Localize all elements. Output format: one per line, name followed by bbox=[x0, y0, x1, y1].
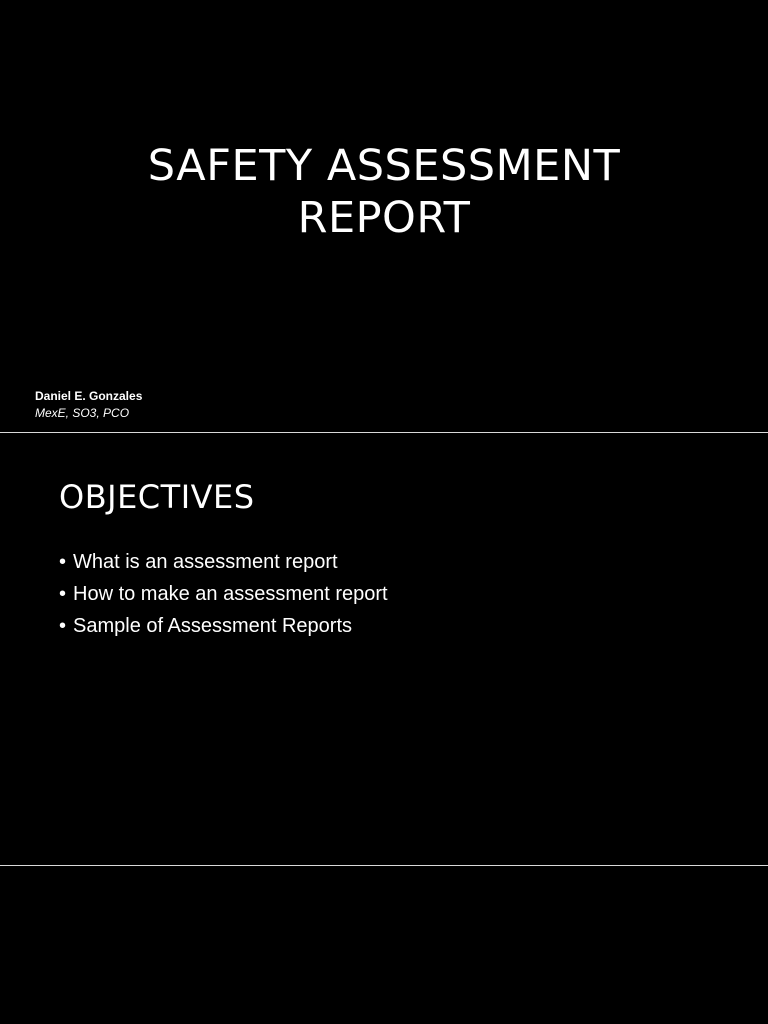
bullet-icon: • bbox=[59, 583, 67, 605]
list-item bbox=[59, 578, 388, 610]
list-item-text: What is an assessment report bbox=[73, 551, 338, 573]
objectives-heading: OBJECTIVES bbox=[59, 478, 255, 516]
author-credentials: MexE, SO3, PCO bbox=[35, 406, 130, 420]
bullet-icon: • bbox=[59, 615, 67, 637]
deck-title-line: REPORT bbox=[297, 193, 471, 243]
author-name: Daniel E. Gonzales bbox=[35, 389, 143, 403]
deck-title-line: SAFETY ASSESSMENT bbox=[147, 141, 621, 191]
bullet-icon: • bbox=[59, 551, 67, 573]
deck-title bbox=[0, 140, 768, 244]
list-item bbox=[59, 546, 388, 578]
list-item bbox=[59, 610, 388, 642]
list-item-text: Sample of Assessment Reports bbox=[73, 615, 353, 637]
list-item-text: How to make an assessment report bbox=[73, 583, 388, 605]
objectives-slide bbox=[0, 433, 768, 865]
objectives-list bbox=[59, 546, 388, 642]
next-slide-preview bbox=[0, 866, 768, 1024]
title-slide bbox=[0, 0, 768, 432]
